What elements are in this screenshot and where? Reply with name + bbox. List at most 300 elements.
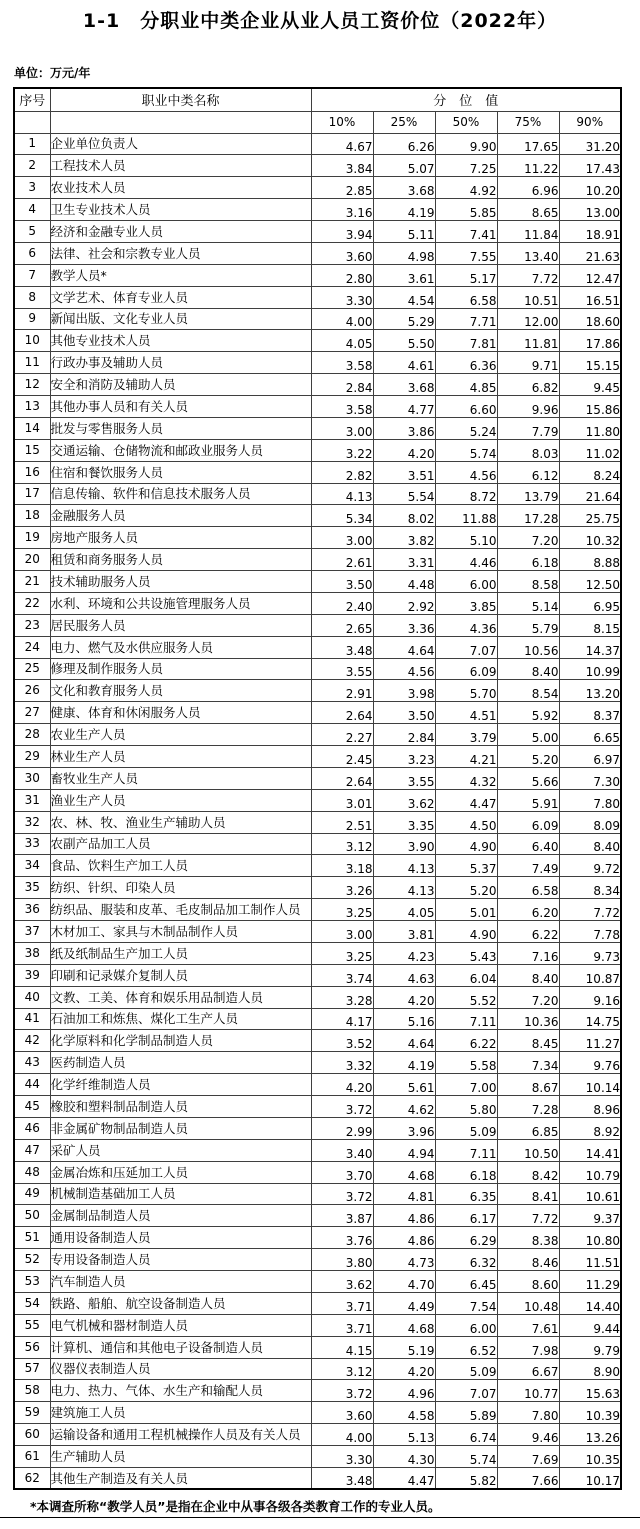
percentile-value-cell: 6.12 — [497, 461, 559, 483]
percentile-value-cell: 4.56 — [435, 461, 497, 483]
percentile-value-cell: 7.11 — [435, 1008, 497, 1030]
percentile-value-cell: 9.90 — [435, 133, 497, 155]
percentile-value-cell: 8.40 — [559, 833, 621, 855]
percentile-value-cell: 4.00 — [311, 308, 373, 330]
row-number-cell: 6 — [14, 242, 50, 264]
occupation-name-cell: 文化和教育服务人员 — [50, 680, 311, 702]
table-row — [14, 417, 621, 439]
table-row — [14, 877, 621, 899]
percentile-value-cell: 6.95 — [559, 592, 621, 614]
percentile-value-cell: 3.36 — [373, 614, 435, 636]
percentile-value-cell: 6.17 — [435, 1205, 497, 1227]
percentile-value-cell: 3.61 — [373, 264, 435, 286]
table-row — [14, 1183, 621, 1205]
percentile-value-cell: 10.35 — [559, 1446, 621, 1468]
percentile-value-cell: 3.12 — [311, 1358, 373, 1380]
percentile-value-cell: 2.40 — [311, 592, 373, 614]
percentile-value-cell: 6.82 — [497, 374, 559, 396]
percentile-value-cell: 17.28 — [497, 505, 559, 527]
percentile-value-cell: 5.74 — [435, 439, 497, 461]
header-row-percentiles — [14, 111, 621, 133]
percentile-value-cell: 3.86 — [373, 417, 435, 439]
row-number-cell: 10 — [14, 330, 50, 352]
percentile-value-cell: 15.86 — [559, 396, 621, 418]
percentile-value-cell: 21.64 — [559, 483, 621, 505]
percentile-value-cell: 4.46 — [435, 549, 497, 571]
row-number-cell: 25 — [14, 658, 50, 680]
percentile-value-cell: 5.37 — [435, 855, 497, 877]
row-number-cell: 37 — [14, 921, 50, 943]
percentile-value-cell: 11.80 — [559, 417, 621, 439]
percentile-value-cell: 5.00 — [497, 724, 559, 746]
percentile-value-cell: 6.96 — [497, 177, 559, 199]
table-row — [14, 286, 621, 308]
table-row — [14, 702, 621, 724]
row-number-cell: 56 — [14, 1336, 50, 1358]
row-number-cell: 36 — [14, 899, 50, 921]
percentile-value-cell: 4.21 — [435, 746, 497, 768]
percentile-value-cell: 6.09 — [435, 658, 497, 680]
percentile-value-cell: 10.20 — [559, 177, 621, 199]
table-row — [14, 855, 621, 877]
percentile-value-cell: 6.58 — [435, 286, 497, 308]
percentile-value-cell: 3.00 — [311, 527, 373, 549]
row-number-cell: 54 — [14, 1292, 50, 1314]
percentile-value-cell: 5.70 — [435, 680, 497, 702]
percentile-value-cell: 5.74 — [435, 1446, 497, 1468]
percentile-value-cell: 4.15 — [311, 1336, 373, 1358]
percentile-value-cell: 8.34 — [559, 877, 621, 899]
percentile-value-cell: 8.72 — [435, 483, 497, 505]
percentile-value-cell: 3.28 — [311, 986, 373, 1008]
percentile-value-cell: 4.85 — [435, 374, 497, 396]
percentile-value-cell: 3.00 — [311, 417, 373, 439]
percentile-value-cell: 7.25 — [435, 155, 497, 177]
row-number-cell: 52 — [14, 1249, 50, 1271]
percentile-value-cell: 3.30 — [311, 286, 373, 308]
footnote: *本调查所称“教学人员”是指在企业中从事各级各类教育工作的专业人员。 — [0, 1499, 640, 1518]
percentile-value-cell: 3.00 — [311, 921, 373, 943]
percentile-value-cell: 8.02 — [373, 505, 435, 527]
table-row — [14, 1336, 621, 1358]
percentile-value-cell: 2.84 — [373, 724, 435, 746]
table-row — [14, 177, 621, 199]
percentile-value-cell: 7.98 — [497, 1336, 559, 1358]
percentile-value-cell: 6.18 — [435, 1161, 497, 1183]
occupation-name-cell: 医药制造人员 — [50, 1052, 311, 1074]
percentile-value-cell: 6.35 — [435, 1183, 497, 1205]
row-number-cell: 47 — [14, 1139, 50, 1161]
percentile-value-cell: 11.81 — [497, 330, 559, 352]
header-p10: 10% — [311, 111, 373, 133]
row-number-cell: 14 — [14, 417, 50, 439]
percentile-value-cell: 3.25 — [311, 942, 373, 964]
table-row — [14, 724, 621, 746]
row-number-cell: 43 — [14, 1052, 50, 1074]
occupation-name-cell: 专用设备制造人员 — [50, 1249, 311, 1271]
row-number-cell: 40 — [14, 986, 50, 1008]
percentile-value-cell: 3.90 — [373, 833, 435, 855]
occupation-name-cell: 运输设备和通用工程机械操作人员及有关人员 — [50, 1424, 311, 1446]
page-title: 1-1 分职业中类企业从业人员工资价位（2022年） — [82, 10, 558, 32]
percentile-value-cell: 3.22 — [311, 439, 373, 461]
percentile-value-cell: 5.20 — [497, 746, 559, 768]
percentile-value-cell: 4.00 — [311, 1424, 373, 1446]
percentile-value-cell: 5.11 — [373, 221, 435, 243]
percentile-value-cell: 7.54 — [435, 1292, 497, 1314]
percentile-value-cell: 8.60 — [497, 1271, 559, 1293]
percentile-value-cell: 8.03 — [497, 439, 559, 461]
percentile-value-cell: 4.92 — [435, 177, 497, 199]
percentile-value-cell: 3.32 — [311, 1052, 373, 1074]
occupation-name-cell: 居民服务人员 — [50, 614, 311, 636]
percentile-value-cell: 2.65 — [311, 614, 373, 636]
percentile-value-cell: 14.75 — [559, 1008, 621, 1030]
percentile-value-cell: 4.63 — [373, 964, 435, 986]
percentile-value-cell: 2.51 — [311, 811, 373, 833]
occupation-name-cell: 经济和金融专业人员 — [50, 221, 311, 243]
row-number-cell: 48 — [14, 1161, 50, 1183]
percentile-value-cell: 8.38 — [497, 1227, 559, 1249]
row-number-cell: 20 — [14, 549, 50, 571]
percentile-value-cell: 8.96 — [559, 1096, 621, 1118]
occupation-name-cell: 其他专业技术人员 — [50, 330, 311, 352]
percentile-value-cell: 4.56 — [373, 658, 435, 680]
row-number-cell: 28 — [14, 724, 50, 746]
percentile-value-cell: 10.32 — [559, 527, 621, 549]
percentile-value-cell: 5.29 — [373, 308, 435, 330]
percentile-value-cell: 6.04 — [435, 964, 497, 986]
occupation-name-cell: 纺织、针织、印染人员 — [50, 877, 311, 899]
row-number-cell: 17 — [14, 483, 50, 505]
header-row-main — [14, 88, 621, 111]
row-number-cell: 30 — [14, 767, 50, 789]
percentile-value-cell: 25.75 — [559, 505, 621, 527]
table-row — [14, 461, 621, 483]
percentile-value-cell: 7.07 — [435, 636, 497, 658]
table-row — [14, 1074, 621, 1096]
occupation-name-cell: 新闻出版、文化专业人员 — [50, 308, 311, 330]
percentile-value-cell: 6.00 — [435, 1314, 497, 1336]
percentile-value-cell: 8.54 — [497, 680, 559, 702]
percentile-value-cell: 10.48 — [497, 1292, 559, 1314]
percentile-value-cell: 3.71 — [311, 1292, 373, 1314]
percentile-value-cell: 3.85 — [435, 592, 497, 614]
row-number-cell: 60 — [14, 1424, 50, 1446]
percentile-value-cell: 7.20 — [497, 527, 559, 549]
occupation-name-cell: 交通运输、仓储物流和邮政业服务人员 — [50, 439, 311, 461]
row-number-cell: 18 — [14, 505, 50, 527]
percentile-value-cell: 3.48 — [311, 636, 373, 658]
row-number-cell: 24 — [14, 636, 50, 658]
percentile-value-cell: 9.16 — [559, 986, 621, 1008]
percentile-value-cell: 4.19 — [373, 199, 435, 221]
percentile-value-cell: 6.40 — [497, 833, 559, 855]
percentile-value-cell: 7.55 — [435, 242, 497, 264]
table-row — [14, 133, 621, 155]
header-p25: 25% — [373, 111, 435, 133]
header-p75: 75% — [497, 111, 559, 133]
table-row — [14, 636, 621, 658]
row-number-cell: 13 — [14, 396, 50, 418]
percentile-value-cell: 5.10 — [435, 527, 497, 549]
percentile-value-cell: 2.27 — [311, 724, 373, 746]
occupation-name-cell: 其他生产制造及有关人员 — [50, 1467, 311, 1489]
percentile-value-cell: 3.31 — [373, 549, 435, 571]
row-number-cell: 27 — [14, 702, 50, 724]
row-number-cell: 34 — [14, 855, 50, 877]
percentile-value-cell: 4.67 — [311, 133, 373, 155]
row-number-cell: 26 — [14, 680, 50, 702]
percentile-value-cell: 2.61 — [311, 549, 373, 571]
header-occupation-name: 职业中类名称 — [50, 88, 311, 111]
percentile-value-cell: 4.90 — [435, 833, 497, 855]
percentile-value-cell: 6.29 — [435, 1227, 497, 1249]
table-row — [14, 1292, 621, 1314]
header-percentile-group: 分 位 值 — [311, 88, 621, 111]
row-number-cell: 42 — [14, 1030, 50, 1052]
percentile-value-cell: 8.09 — [559, 811, 621, 833]
row-number-cell: 46 — [14, 1117, 50, 1139]
percentile-value-cell: 5.79 — [497, 614, 559, 636]
percentile-value-cell: 10.50 — [497, 1139, 559, 1161]
percentile-value-cell: 3.98 — [373, 680, 435, 702]
wage-table — [13, 87, 622, 1490]
occupation-name-cell: 农业技术人员 — [50, 177, 311, 199]
percentile-value-cell: 9.72 — [559, 855, 621, 877]
percentile-value-cell: 3.60 — [311, 242, 373, 264]
table-row — [14, 1424, 621, 1446]
percentile-value-cell: 2.64 — [311, 702, 373, 724]
row-number-cell: 51 — [14, 1227, 50, 1249]
percentile-value-cell: 4.77 — [373, 396, 435, 418]
percentile-value-cell: 5.09 — [435, 1358, 497, 1380]
percentile-value-cell: 4.62 — [373, 1096, 435, 1118]
percentile-value-cell: 3.58 — [311, 352, 373, 374]
header-empty-name — [50, 111, 311, 133]
percentile-value-cell: 5.20 — [435, 877, 497, 899]
occupation-name-cell: 修理及制作服务人员 — [50, 658, 311, 680]
percentile-value-cell: 9.76 — [559, 1052, 621, 1074]
occupation-name-cell: 健康、体育和休闲服务人员 — [50, 702, 311, 724]
percentile-value-cell: 3.72 — [311, 1096, 373, 1118]
occupation-name-cell: 文教、工美、体育和娱乐用品制造人员 — [50, 986, 311, 1008]
percentile-value-cell: 3.51 — [373, 461, 435, 483]
percentile-value-cell: 3.18 — [311, 855, 373, 877]
table-row — [14, 571, 621, 593]
percentile-value-cell: 8.40 — [497, 964, 559, 986]
percentile-value-cell: 7.79 — [497, 417, 559, 439]
occupation-name-cell: 采矿人员 — [50, 1139, 311, 1161]
table-body — [14, 133, 621, 1489]
row-number-cell: 8 — [14, 286, 50, 308]
percentile-value-cell: 5.85 — [435, 199, 497, 221]
percentile-value-cell: 5.82 — [435, 1467, 497, 1489]
percentile-value-cell: 7.66 — [497, 1467, 559, 1489]
percentile-value-cell: 21.63 — [559, 242, 621, 264]
table-row — [14, 592, 621, 614]
percentile-value-cell: 4.13 — [373, 855, 435, 877]
percentile-value-cell: 4.64 — [373, 636, 435, 658]
table-row — [14, 1271, 621, 1293]
percentile-value-cell: 8.15 — [559, 614, 621, 636]
percentile-value-cell: 5.09 — [435, 1117, 497, 1139]
percentile-value-cell: 7.16 — [497, 942, 559, 964]
table-row — [14, 155, 621, 177]
percentile-value-cell: 3.48 — [311, 1467, 373, 1489]
percentile-value-cell: 4.94 — [373, 1139, 435, 1161]
percentile-value-cell: 4.86 — [373, 1205, 435, 1227]
occupation-name-cell: 通用设备制造人员 — [50, 1227, 311, 1249]
percentile-value-cell: 4.68 — [373, 1161, 435, 1183]
table-row — [14, 1446, 621, 1468]
row-number-cell: 12 — [14, 374, 50, 396]
row-number-cell: 22 — [14, 592, 50, 614]
row-number-cell: 62 — [14, 1467, 50, 1489]
percentile-value-cell: 5.61 — [373, 1074, 435, 1096]
occupation-name-cell: 技术辅助服务人员 — [50, 571, 311, 593]
table-row — [14, 986, 621, 1008]
row-number-cell: 31 — [14, 789, 50, 811]
row-number-cell: 35 — [14, 877, 50, 899]
percentile-value-cell: 3.50 — [311, 571, 373, 593]
percentile-value-cell: 3.70 — [311, 1161, 373, 1183]
table-row — [14, 614, 621, 636]
percentile-value-cell: 10.79 — [559, 1161, 621, 1183]
percentile-value-cell: 6.20 — [497, 899, 559, 921]
table-row — [14, 942, 621, 964]
percentile-value-cell: 6.32 — [435, 1249, 497, 1271]
occupation-name-cell: 林业生产人员 — [50, 746, 311, 768]
occupation-name-cell: 生产辅助人员 — [50, 1446, 311, 1468]
percentile-value-cell: 6.22 — [497, 921, 559, 943]
percentile-value-cell: 4.13 — [373, 877, 435, 899]
percentile-value-cell: 9.46 — [497, 1424, 559, 1446]
percentile-value-cell: 3.74 — [311, 964, 373, 986]
percentile-value-cell: 2.91 — [311, 680, 373, 702]
percentile-value-cell: 5.16 — [373, 1008, 435, 1030]
percentile-value-cell: 7.72 — [497, 1205, 559, 1227]
occupation-name-cell: 电气机械和器材制造人员 — [50, 1314, 311, 1336]
row-number-cell: 61 — [14, 1446, 50, 1468]
percentile-value-cell: 8.40 — [497, 658, 559, 680]
table-row — [14, 811, 621, 833]
percentile-value-cell: 5.89 — [435, 1402, 497, 1424]
occupation-name-cell: 电力、热力、气体、水生产和输配人员 — [50, 1380, 311, 1402]
table-row — [14, 1358, 621, 1380]
percentile-value-cell: 8.41 — [497, 1183, 559, 1205]
occupation-name-cell: 农副产品加工人员 — [50, 833, 311, 855]
header-index: 序号 — [14, 88, 50, 111]
percentile-value-cell: 8.88 — [559, 549, 621, 571]
row-number-cell: 29 — [14, 746, 50, 768]
percentile-value-cell: 17.86 — [559, 330, 621, 352]
percentile-value-cell: 3.80 — [311, 1249, 373, 1271]
percentile-value-cell: 3.52 — [311, 1030, 373, 1052]
percentile-value-cell: 7.80 — [559, 789, 621, 811]
percentile-value-cell: 7.41 — [435, 221, 497, 243]
percentile-value-cell: 3.23 — [373, 746, 435, 768]
percentile-value-cell: 2.45 — [311, 746, 373, 768]
percentile-value-cell: 5.14 — [497, 592, 559, 614]
table-row — [14, 921, 621, 943]
occupation-name-cell: 农、林、牧、渔业生产辅助人员 — [50, 811, 311, 833]
percentile-value-cell: 6.67 — [497, 1358, 559, 1380]
occupation-name-cell: 法律、社会和宗教专业人员 — [50, 242, 311, 264]
percentile-value-cell: 9.44 — [559, 1314, 621, 1336]
percentile-value-cell: 4.13 — [311, 483, 373, 505]
percentile-value-cell: 8.65 — [497, 199, 559, 221]
percentile-value-cell: 14.41 — [559, 1139, 621, 1161]
occupation-name-cell: 批发与零售服务人员 — [50, 417, 311, 439]
occupation-name-cell: 企业单位负责人 — [50, 133, 311, 155]
percentile-value-cell: 7.30 — [559, 767, 621, 789]
percentile-value-cell: 3.55 — [373, 767, 435, 789]
table-row — [14, 330, 621, 352]
occupation-name-cell: 金融服务人员 — [50, 505, 311, 527]
percentile-value-cell: 13.20 — [559, 680, 621, 702]
percentile-value-cell: 3.58 — [311, 396, 373, 418]
row-number-cell: 59 — [14, 1402, 50, 1424]
occupation-name-cell: 机械制造基础加工人员 — [50, 1183, 311, 1205]
percentile-value-cell: 8.42 — [497, 1161, 559, 1183]
percentile-value-cell: 6.36 — [435, 352, 497, 374]
percentile-value-cell: 3.26 — [311, 877, 373, 899]
table-row — [14, 505, 621, 527]
occupation-name-cell: 仪器仪表制造人员 — [50, 1358, 311, 1380]
percentile-value-cell: 8.46 — [497, 1249, 559, 1271]
percentile-value-cell: 16.51 — [559, 286, 621, 308]
percentile-value-cell: 11.88 — [435, 505, 497, 527]
percentile-value-cell: 6.65 — [559, 724, 621, 746]
percentile-value-cell: 5.01 — [435, 899, 497, 921]
percentile-value-cell: 6.52 — [435, 1336, 497, 1358]
percentile-value-cell: 4.20 — [373, 986, 435, 1008]
percentile-value-cell: 3.60 — [311, 1402, 373, 1424]
percentile-value-cell: 2.85 — [311, 177, 373, 199]
percentile-value-cell: 13.00 — [559, 199, 621, 221]
percentile-value-cell: 5.54 — [373, 483, 435, 505]
row-number-cell: 16 — [14, 461, 50, 483]
percentile-value-cell: 7.61 — [497, 1314, 559, 1336]
row-number-cell: 58 — [14, 1380, 50, 1402]
percentile-value-cell: 10.61 — [559, 1183, 621, 1205]
occupation-name-cell: 印刷和记录媒介复制人员 — [50, 964, 311, 986]
percentile-value-cell: 6.09 — [497, 811, 559, 833]
occupation-name-cell: 纸及纸制品生产加工人员 — [50, 942, 311, 964]
table-row — [14, 767, 621, 789]
table-row — [14, 658, 621, 680]
table-row — [14, 527, 621, 549]
percentile-value-cell: 3.16 — [311, 199, 373, 221]
occupation-name-cell: 铁路、船舶、航空设备制造人员 — [50, 1292, 311, 1314]
table-row — [14, 899, 621, 921]
percentile-value-cell: 8.58 — [497, 571, 559, 593]
percentile-value-cell: 2.82 — [311, 461, 373, 483]
percentile-value-cell: 9.73 — [559, 942, 621, 964]
percentile-value-cell: 9.71 — [497, 352, 559, 374]
occupation-name-cell: 信息传输、软件和信息技术服务人员 — [50, 483, 311, 505]
percentile-value-cell: 3.30 — [311, 1446, 373, 1468]
percentile-value-cell: 7.69 — [497, 1446, 559, 1468]
table-row — [14, 221, 621, 243]
percentile-value-cell: 3.62 — [311, 1271, 373, 1293]
table-row — [14, 1139, 621, 1161]
percentile-value-cell: 3.72 — [311, 1380, 373, 1402]
percentile-value-cell: 7.11 — [435, 1139, 497, 1161]
table-row — [14, 1205, 621, 1227]
percentile-value-cell: 9.45 — [559, 374, 621, 396]
